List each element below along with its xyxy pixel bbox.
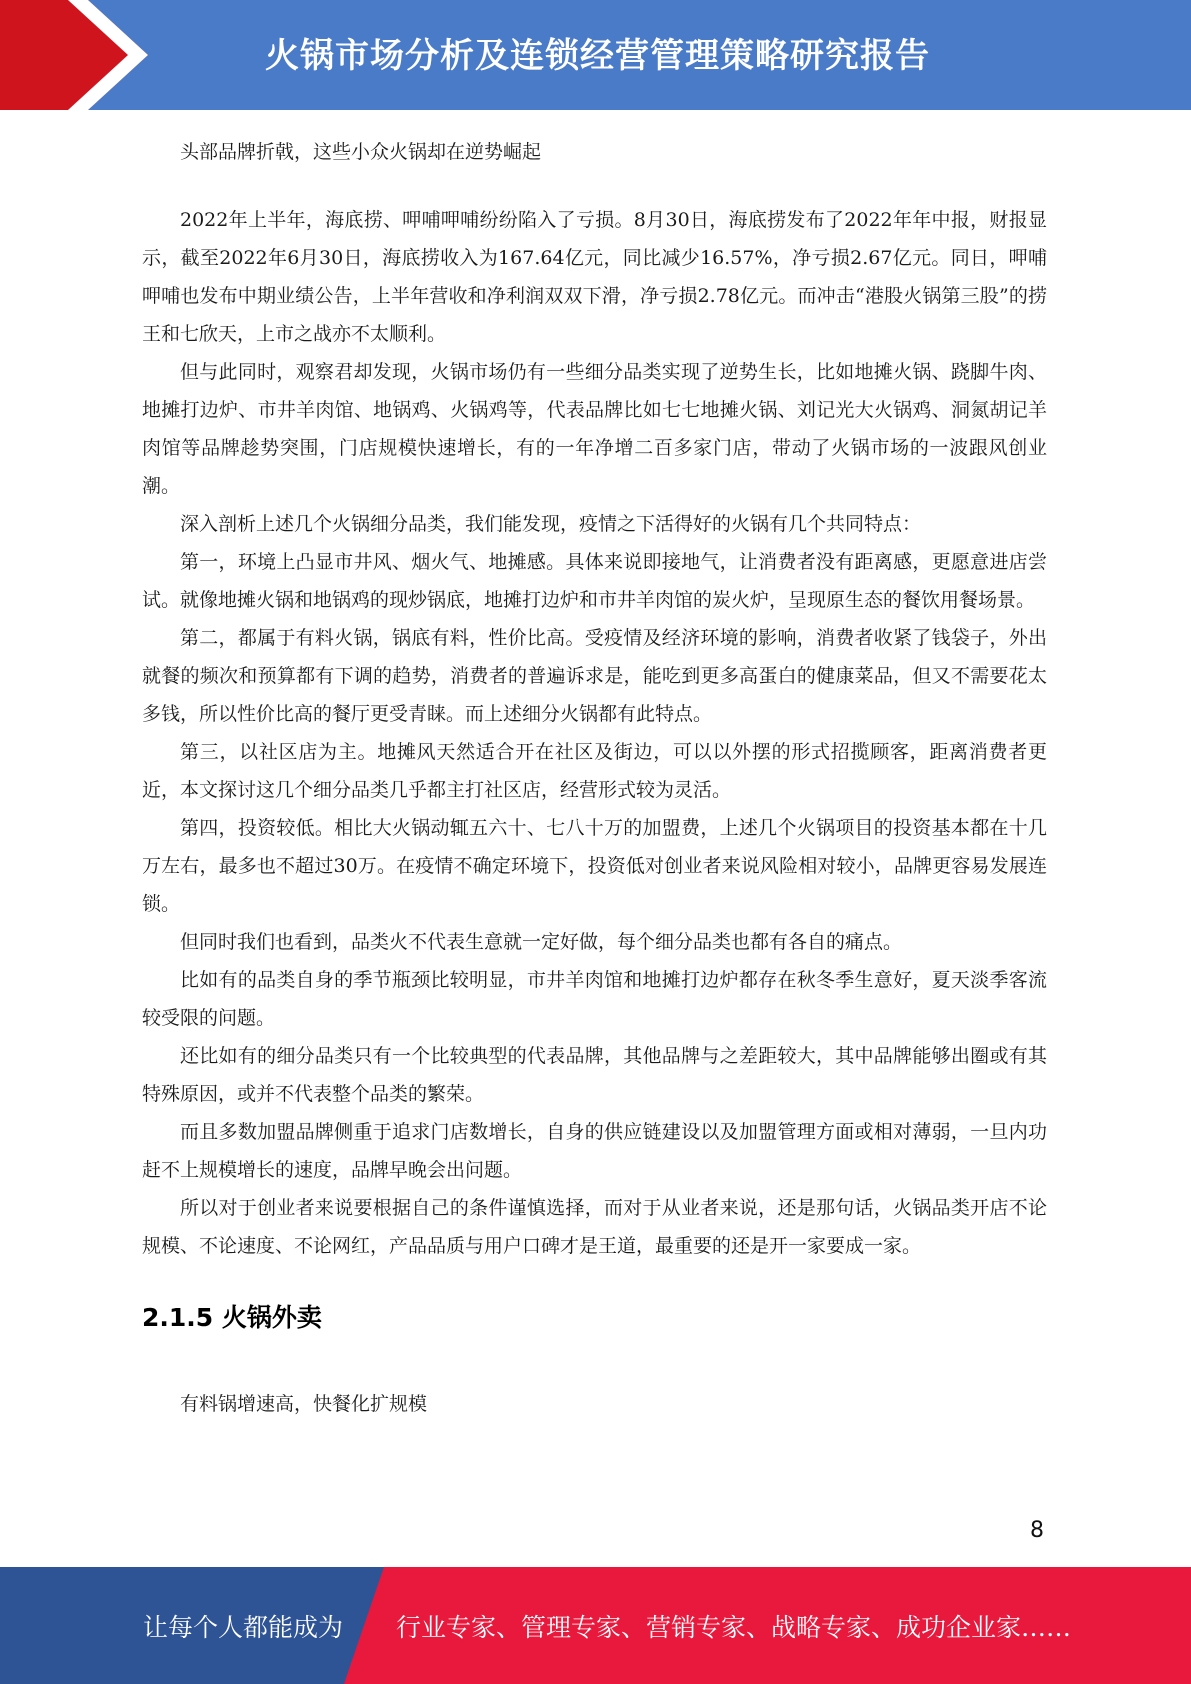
footer-slogan-left: 让每个人都能成为 (143, 1613, 344, 1642)
paragraph: 而且多数加盟品牌侧重于追求门店数增长，自身的供应链建设以及加盟管理方面或相对薄弱，一旦内功赶不上规模增长的速度，品牌早晚会出问题。 (142, 1121, 1047, 1181)
page-number: 8 (1030, 1518, 1044, 1543)
paragraph: 第一，环境上凸显市井风、烟火气、地摊感。具体来说即接地气，让消费者没有距离感，更愿意进店尝试。就像地摊火锅和地锅鸡的现炒锅底，地摊打边炉和市井羊肉馆的炭火炉，呈现原生态的餐饮用餐场景。 (142, 551, 1047, 611)
report-title: 火锅市场分析及连锁经营管理策略研究报告 (265, 36, 930, 76)
paragraph: 所以对于创业者来说要根据自己的条件谨慎选择，而对于从业者来说，还是那句话，火锅品类开店不论规模、不论速度、不论网红，产品品质与用户口碑才是王道，最重要的还是开一家要成一家。 (142, 1197, 1047, 1257)
paragraph: 还比如有的细分品类只有一个比较典型的代表品牌，其他品牌与之差距较大，其中品牌能够出圈或有其特殊原因，或并不代表整个品类的繁荣。 (142, 1045, 1047, 1105)
header-red-arrow-flag (0, 0, 160, 110)
report-body (142, 133, 1047, 1423)
footer-slogan-right: 行业专家、管理专家、营销专家、战略专家、成功企业家…… (396, 1613, 1072, 1642)
paragraph: 第四，投资较低。相比大火锅动辄五六十、七八十万的加盟费，上述几个火锅项目的投资基本都在十几万左右，最多也不超过30万。在疫情不确定环境下，投资低对创业者来说风险相对较小，品牌更容易发展连锁。 (142, 817, 1047, 915)
paragraph: 2022年上半年，海底捞、呷哺呷哺纷纷陷入了亏损。8月30日，海底捞发布了2022年年中报，财报显示，截至2022年6月30日，海底捞收入为167.64亿元，同比减少16.57%，净亏损2.67亿元。同日，呷哺呷哺也发布中期业绩公告，上半年营收和净利润双双下滑，净亏损2.78亿元。而冲击“港股火锅第三股”的捞王和七欣天，上市之战亦不太顺利。 (142, 209, 1047, 345)
report-footer (0, 1567, 1191, 1684)
paragraph: 比如有的品类自身的季节瓶颈比较明显，市井羊肉馆和地摊打边炉都存在秋冬季生意好，夏天淡季客流较受限的问题。 (142, 969, 1047, 1029)
article-lead: 头部品牌折戟，这些小众火锅却在逆势崛起 (180, 141, 542, 163)
paragraph: 但与此同时，观察君却发现，火锅市场仍有一些细分品类实现了逆势生长，比如地摊火锅、跷脚牛肉、地摊打边炉、市井羊肉馆、地锅鸡、火锅鸡等，代表品牌比如七七地摊火锅、刘记光大火锅鸡、洞氮胡记羊肉馆等品牌趁势突围，门店规模快速增长，有的一年净增二百多家门店，带动了火锅市场的一波跟风创业潮。 (142, 361, 1047, 497)
paragraph: 但同时我们也看到，品类火不代表生意就一定好做，每个细分品类也都有各自的痛点。 (180, 931, 903, 953)
paragraph: 第三，以社区店为主。地摊风天然适合开在社区及街边，可以以外摆的形式招揽顾客，距离消费者更近，本文探讨这几个细分品类几乎都主打社区店，经营形式较为灵活。 (142, 741, 1047, 801)
section-heading: 2.1.5 火锅外卖 (142, 1303, 322, 1332)
report-header (0, 0, 1191, 110)
paragraph: 深入剖析上述几个火锅细分品类，我们能发现，疫情之下活得好的火锅有几个共同特点： (180, 513, 922, 535)
paragraph: 第二，都属于有料火锅，锅底有料，性价比高。受疫情及经济环境的影响，消费者收紧了钱袋子，外出就餐的频次和预算都有下调的趋势，消费者的普遍诉求是，能吃到更多高蛋白的健康菜品，但又不需要花太多钱，所以性价比高的餐厅更受青睐。而上述细分火锅都有此特点。 (142, 627, 1047, 725)
section-lead: 有料锅增速高，快餐化扩规模 (180, 1393, 428, 1415)
